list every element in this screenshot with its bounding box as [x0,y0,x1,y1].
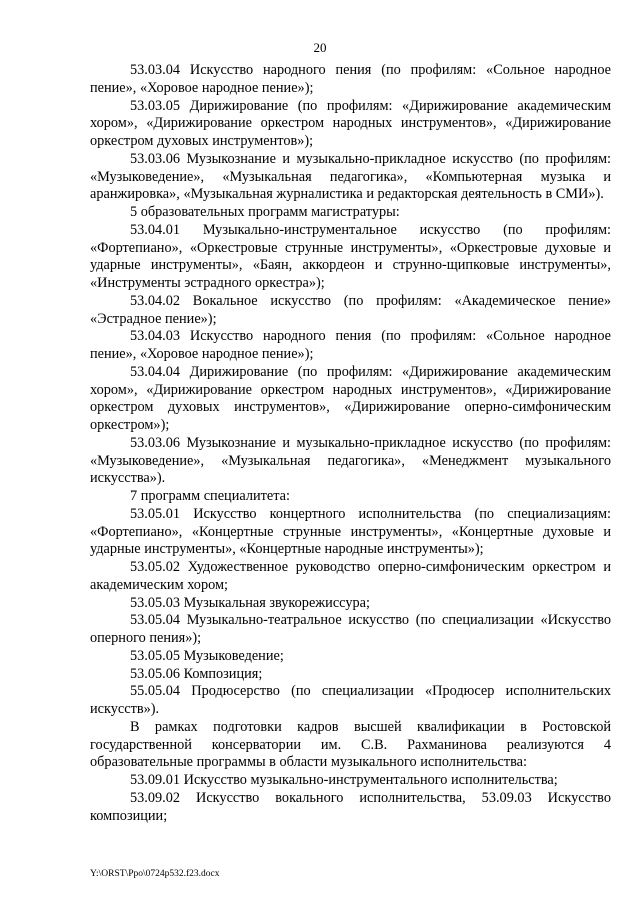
paragraph: 53.03.05 Дирижирование (по профилям: «Дирижирование академическим хором», «Дирижирование оркестром народных инструментов», «Дирижирование оркестром духовых инструментов»); [90,97,611,149]
paragraph: 53.03.06 Музыкознание и музыкально-прикладное искусство (по профилям: «Музыковедение», «Музыкальная педагогика», «Менеджмент музыкального искусства»). [90,434,611,487]
paragraph: 5 образовательных программ магистратуры: [130,204,400,220]
paragraph: 53.09.02 Искусство вокального исполнительства, 53.09.03 Искусство композиции; [90,789,611,824]
paragraph: 53.03.04 Искусство народного пения (по профилям: «Сольное народное пение», «Хоровое народное пение»); [90,62,611,96]
paragraph: 53.05.04 Музыкально-театральное искусство (по специализации «Искусство оперного пения»); [90,612,611,646]
paragraph: 53.03.06 Музыкознание и музыкально-прикладное искусство (по профилям: «Музыковедение», «Музыкальная педагогика», «Компьютерная музыка и аранжировка», «Музыкальная журналистика и редакторская деятельность в СМИ»). [90,150,611,203]
paragraph: 53.05.05 Музыковедение; [130,647,284,664]
paragraph: 53.05.02 Художественное руководство оперно-симфоническим оркестром и академическим хором; [90,559,611,593]
paragraph: 53.04.01 Музыкально-инструментальное искусство (по профилям: «Фортепиано», «Оркестровые струнные инструменты», «Оркестровые духовые и ударные инструменты», «Баян, аккордеон и струнно-щипковые инструменты», «Инструменты эстрадного оркестра»); [90,221,611,291]
paragraph: 53.04.02 Вокальное искусство (по профилям: «Академическое пение» «Эстрадное пение»); [90,292,611,327]
paragraph: 53.05.01 Искусство концертного исполнительства (по специализациям: «Фортепиано», «Концертные струнные инструменты», «Концертные духовые и ударные инструменты», «Концертные народные инструменты»); [90,505,611,558]
document-body [90,62,611,825]
paragraph: 55.05.04 Продюсерство (по специализации «Продюсер исполнительских искусств»). [90,683,611,717]
footer-file-path: Y:\ORST\Ppo\0724p532.f23.docx [90,869,220,879]
paragraph: 53.05.06 Композиция; [130,665,263,682]
paragraph: 53.09.01 Искусство музыкально-инструментального исполнительства; [130,772,558,788]
paragraph: В рамках подготовки кадров высшей квалификации в Ростовской государственной консерватории им. С.В. Рахманинова реализуются 4 образовательные программы в области музыкального исполнительства: [90,718,611,771]
page-number: 20 [313,40,327,55]
paragraph: 53.04.03 Искусство народного пения (по профилям: «Сольное народное пение», «Хоровое народное пение»); [90,328,611,362]
paragraph: 53.04.04 Дирижирование (по профилям: «Дирижирование академическим хором», «Дирижирование оркестром народных инструментов», «Дирижирование оркестром духовых инструментов», «Дирижирование оперно-симфоническим оркестром»); [90,363,611,433]
paragraph: 7 программ специалитета: [130,488,290,504]
paragraph: 53.05.03 Музыкальная звукорежиссура; [130,594,370,611]
